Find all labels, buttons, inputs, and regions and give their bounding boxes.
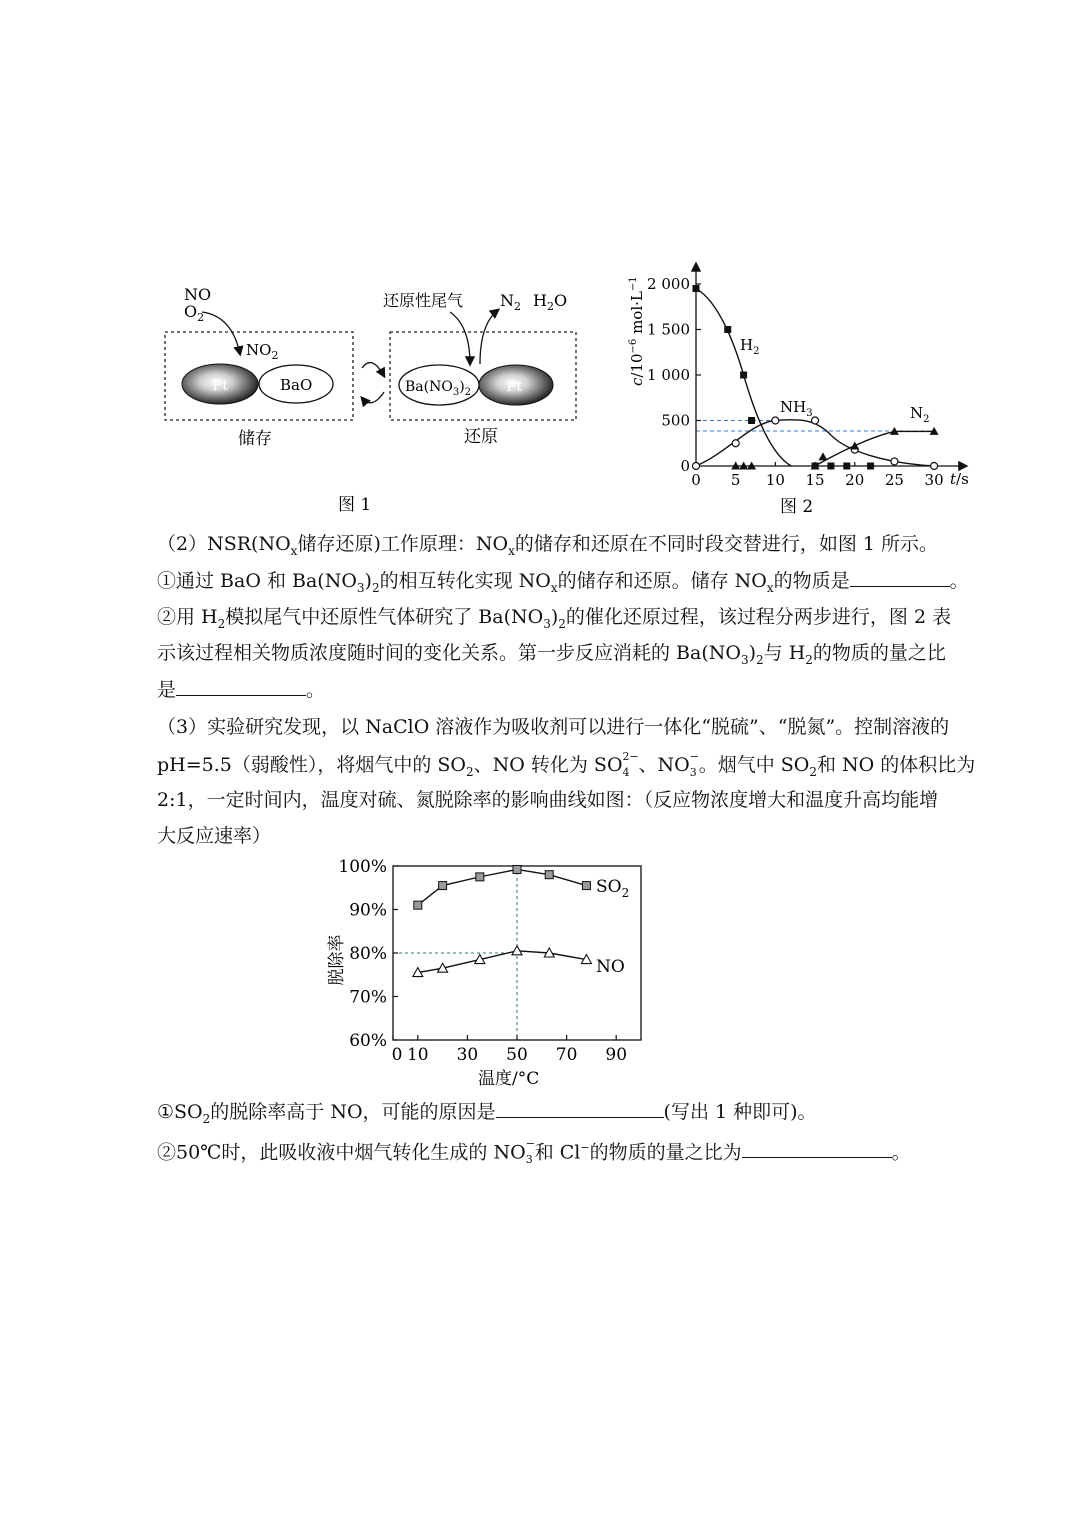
series-label-h2: $H_2$ [740, 336, 760, 357]
nh3-point [772, 417, 779, 424]
q2-part2-line3: 是 。 [157, 679, 326, 701]
answer-blank-q2-2[interactable] [176, 677, 306, 696]
fig3-x-tick-label: 10 [406, 1045, 429, 1065]
fig3-y-tick-label: 80% [349, 944, 387, 964]
fig2-y-tick-label: 0 [680, 457, 690, 475]
svg-text:Pt: Pt [212, 376, 229, 394]
q3-line1: （3）实验研究发现，以 NaClO 溶液作为吸收剂可以进行一体化“脱硫”、“脱氮”。控制溶液的 [157, 716, 950, 738]
h2-point [724, 326, 731, 333]
q3-part1: $①SO_2$的脱除率高于 NO，可能的原因是 (写出 1 种即可)。 [157, 1101, 817, 1126]
nh3-point [812, 417, 819, 424]
h2-point [843, 463, 850, 470]
fig2-x-axis-label: t/s [950, 470, 969, 488]
nh3-point [693, 463, 700, 470]
n2-label: $N_2$ [500, 291, 521, 313]
fig2-x-tick-label: 30 [924, 471, 944, 489]
fig2-x-tick-label: 5 [730, 471, 741, 489]
fig2-x-tick-label: 10 [765, 471, 785, 489]
no-label: NO [184, 285, 212, 304]
exhaust-arrow [450, 312, 470, 364]
answer-blank-q2-1[interactable] [850, 568, 950, 587]
q3-line3: 2:1，一定时间内，温度对硫、氮脱除率的影响曲线如图：（反应物浓度增大和温度升高均能增 [157, 789, 939, 811]
figure-1-diagram [150, 280, 590, 520]
answer-blank-q3-2[interactable] [742, 1139, 892, 1158]
q2-part2-line1: ②用 $H_2$模拟尾气中还原性气体研究了 $Ba(NO_3)_2$的催化还原过程，该过程分两步进行，图 2 表 [157, 606, 952, 631]
fig3-x-tick-label: 30 [456, 1045, 479, 1065]
fig3-x-axis-label: 温度/°C [478, 1069, 540, 1089]
series-label-so2: $SO_2$ [596, 877, 630, 900]
so2-point [513, 865, 521, 873]
cycle-arrow-left [362, 392, 384, 403]
so2-point [439, 882, 447, 890]
fig3-x-tick-label: 70 [555, 1045, 578, 1065]
answer-blank-q3-1[interactable] [496, 1099, 664, 1118]
h2-point [748, 417, 755, 424]
n2-point [818, 452, 827, 460]
so2-point [582, 882, 590, 890]
fig3-y-tick-label: 90% [349, 900, 387, 921]
fig3-y-tick-label: 60% [349, 1031, 387, 1051]
no-point [512, 946, 522, 955]
fig2-x-tick-label: 0 [691, 471, 701, 489]
h2o-label: $H_2O$ [533, 291, 568, 313]
q2-part1: ①通过 BaO 和 $Ba(NO_3)_2$的相互转化实现 $NO_x$的储存和还原。储存 $NO_x$的物质是 。 [157, 570, 969, 595]
fig2-y-tick-label: 2 000 [647, 275, 690, 293]
series-label-nh3: $NH_3$ [780, 398, 813, 419]
figure-2-chart [620, 258, 980, 520]
fig3-x-tick-label: 50 [506, 1045, 528, 1065]
figure-1-caption: 图 1 [338, 495, 372, 515]
input-arrow [202, 312, 240, 354]
h2-point [827, 463, 834, 470]
nh3-point [891, 458, 898, 465]
fig2-x-tick-label: 20 [845, 471, 865, 489]
q3-line2: pH=5.5（弱酸性），将烟气中的 $SO_2$、NO 转化为 SO 2− 4 、NO − 3 。烟气中 $SO_2$和 NO 的体积比为 [157, 750, 976, 779]
fig3-x-tick-label: 90 [605, 1045, 628, 1065]
h2-point [867, 463, 874, 470]
h2-point [693, 285, 700, 292]
n2-point [850, 441, 859, 449]
q3-line4: 大反应速率） [157, 825, 272, 847]
no2-label: $NO_2$ [246, 341, 279, 362]
q2-intro: $(2)NSR(NO_x$储存还原)工作原理：$NO_x$的储存和还原在不同时段交替进行，如图 1 所示。 [157, 533, 939, 558]
storage-label: 储存 [238, 429, 272, 449]
q2-part2-line2: 示该过程相关物质浓度随时间的变化关系。第一步反应消耗的 $Ba(NO_3)_2$与 $H_2$的物质的量之比 [157, 642, 946, 667]
exhaust-label: 还原性尾气 [383, 291, 464, 310]
fig3-y-axis-label: 脱除率 [327, 934, 347, 986]
fig2-y-tick-label: 1 000 [647, 366, 690, 384]
fig3-y-tick-label: 100% [338, 857, 387, 877]
fig2-y-tick-label: 500 [661, 411, 690, 430]
output-arrow [480, 310, 498, 364]
cycle-arrow-right [362, 363, 384, 376]
fig2-y-axis-label: $c/10^{-6}$ $mol\cdot L^{-1}$ [628, 276, 646, 386]
so2-point [476, 873, 484, 881]
series-label-n2: $N_2$ [910, 404, 930, 425]
figure-3-chart [318, 852, 678, 1092]
fig2-y-tick-label: 1 500 [647, 320, 690, 339]
series-label-no: NO [596, 957, 625, 977]
reduction-label: 还原 [464, 427, 498, 447]
fig3-y-tick-label: 70% [349, 987, 387, 1008]
fig2-x-tick-label: 15 [805, 471, 825, 489]
nh3-point [931, 463, 938, 470]
nh3-point [732, 440, 739, 447]
svg-text:Ba(NO3)2: $Ba(NO_3)_2$ [405, 379, 472, 398]
o2-label: $O_2$ [184, 302, 205, 324]
figure-2-caption: 图 2 [780, 497, 814, 517]
fig3-x-tick-label: 0 [391, 1045, 403, 1065]
q3-part2: ②50℃时，此吸收液中烟气转化生成的 NO − 3 和 Cl−的物质的量之比为 。 [157, 1137, 911, 1167]
h2-point [740, 372, 747, 379]
svg-text:Pt: Pt [506, 377, 523, 395]
fig2-x-tick-label: 25 [884, 471, 904, 489]
so2-point [414, 901, 422, 909]
svg-text:BaO: BaO [280, 376, 313, 394]
so2-point [545, 871, 553, 879]
